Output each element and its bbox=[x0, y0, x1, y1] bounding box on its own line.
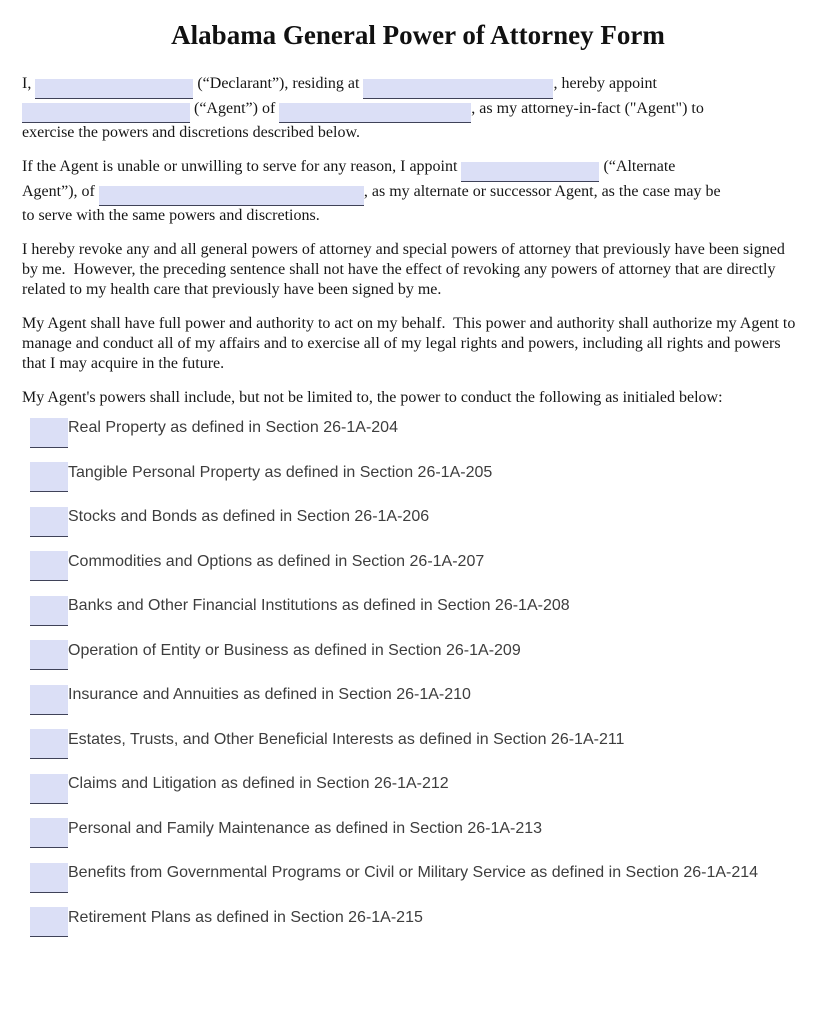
intro-text: (“Declarant”), residing at bbox=[193, 75, 364, 92]
initials-field-real-property[interactable] bbox=[30, 418, 68, 448]
initials-field-claims-and-litigation[interactable] bbox=[30, 774, 68, 804]
powers-list bbox=[22, 416, 814, 937]
alternate-text: , as my alternate or successor Agent, as the case may be bbox=[363, 182, 721, 200]
power-label: Real Property as defined in Section 26-1A-204 bbox=[68, 419, 398, 436]
power-label: Benefits from Governmental Programs or Civil or Military Service as defined in Section 26-1A-214 bbox=[68, 864, 759, 881]
intro-line-2 bbox=[22, 99, 797, 124]
power-item-government-benefits bbox=[22, 861, 802, 893]
alternate-agent-paragraph bbox=[22, 157, 797, 226]
initials-field-stocks-and-bonds[interactable] bbox=[30, 507, 68, 537]
power-item-commodities-and-options bbox=[22, 550, 802, 582]
intro-line-1 bbox=[22, 74, 797, 99]
power-label: Tangible Personal Property as defined in Section 26-1A-205 bbox=[68, 463, 493, 481]
alternate-line-2 bbox=[22, 182, 797, 207]
power-label: Personal and Family Maintenance as defined in Section 26-1A-213 bbox=[68, 819, 543, 837]
intro-text: I, bbox=[22, 75, 36, 92]
power-label: Estates, Trusts, and Other Beneficial Interests as defined in Section 26-1A-211 bbox=[68, 730, 625, 748]
initials-field-operation-of-entity[interactable] bbox=[30, 640, 68, 670]
power-item-real-property bbox=[22, 416, 802, 448]
agent-address-field[interactable] bbox=[279, 103, 471, 123]
declarant-address-field[interactable] bbox=[363, 79, 553, 99]
initials-field-tangible-personal-property[interactable] bbox=[30, 462, 68, 492]
initials-field-commodities-and-options[interactable] bbox=[30, 551, 68, 581]
initials-field-estates-trusts[interactable] bbox=[30, 729, 68, 759]
alternate-text: If the Agent is unable or unwilling to serve for any reason, I appoint bbox=[22, 158, 462, 175]
power-item-retirement-plans bbox=[22, 906, 802, 938]
alternate-text: Agent”), of bbox=[22, 182, 99, 200]
power-label: Commodities and Options as defined in Section 26-1A-207 bbox=[68, 552, 485, 570]
alternate-agent-address-field[interactable] bbox=[99, 186, 364, 206]
alternate-agent-name-field[interactable] bbox=[461, 162, 599, 182]
agent-name-field[interactable] bbox=[22, 103, 190, 123]
intro-text: , as my attorney-in-fact ("Agent") to bbox=[471, 99, 704, 117]
intro-text: (“Agent”) of bbox=[190, 99, 280, 117]
initials-field-government-benefits[interactable] bbox=[30, 863, 68, 893]
intro-line-3 bbox=[22, 123, 797, 143]
power-item-personal-family-maintenance bbox=[22, 817, 802, 849]
power-item-stocks-and-bonds bbox=[22, 505, 802, 537]
power-item-tangible-personal-property bbox=[22, 461, 802, 493]
power-label: Claims and Litigation as defined in Section 26-1A-212 bbox=[68, 775, 449, 792]
initials-field-retirement-plans[interactable] bbox=[30, 907, 68, 937]
power-item-estates-trusts bbox=[22, 728, 802, 760]
declarant-name-field[interactable] bbox=[35, 79, 193, 99]
power-label: Stocks and Bonds as defined in Section 26-1A-206 bbox=[68, 508, 430, 525]
alternate-line-1 bbox=[22, 157, 797, 182]
powers-intro-paragraph: My Agent's powers shall include, but not be limited to, the power to conduct the following as initialed below: bbox=[22, 389, 723, 406]
intro-text: exercise the powers and discretions described below. bbox=[22, 124, 360, 141]
power-label: Operation of Entity or Business as defined in Section 26-1A-209 bbox=[68, 641, 521, 659]
revocation-paragraph: I hereby revoke any and all general powers of attorney and special powers of attorney that previously have been signed by me. However, the preceding sentence shall not have the effect of revoking any powers of attorney that are directly related to my health care that previously have been signed by me. bbox=[22, 241, 789, 298]
power-item-operation-of-entity bbox=[22, 639, 802, 671]
power-label: Retirement Plans as defined in Section 26-1A-215 bbox=[68, 908, 423, 926]
power-item-claims-and-litigation bbox=[22, 772, 802, 804]
intro-paragraph bbox=[22, 74, 797, 143]
authority-paragraph: My Agent shall have full power and authority to act on my behalf. This power and authority shall authorize my Agent to manage and conduct all of my affairs and to exercise all of my legal rights and powers, including all rights and powers that I may acquire in the future. bbox=[22, 315, 800, 372]
power-item-banks-financial-institutions bbox=[22, 594, 802, 626]
initials-field-personal-family-maintenance[interactable] bbox=[30, 818, 68, 848]
intro-text: , hereby appoint bbox=[553, 75, 657, 92]
power-label: Insurance and Annuities as defined in Section 26-1A-210 bbox=[68, 686, 471, 703]
power-label: Banks and Other Financial Institutions as defined in Section 26-1A-208 bbox=[68, 597, 570, 614]
alternate-line-3 bbox=[22, 206, 797, 226]
alternate-text: (“Alternate bbox=[599, 158, 676, 175]
initials-field-banks-financial-institutions[interactable] bbox=[30, 596, 68, 626]
alternate-text: to serve with the same powers and discretions. bbox=[22, 207, 320, 224]
power-item-insurance-and-annuities bbox=[22, 683, 802, 715]
initials-field-insurance-and-annuities[interactable] bbox=[30, 685, 68, 715]
page-title: Alabama General Power of Attorney Form bbox=[171, 20, 665, 50]
